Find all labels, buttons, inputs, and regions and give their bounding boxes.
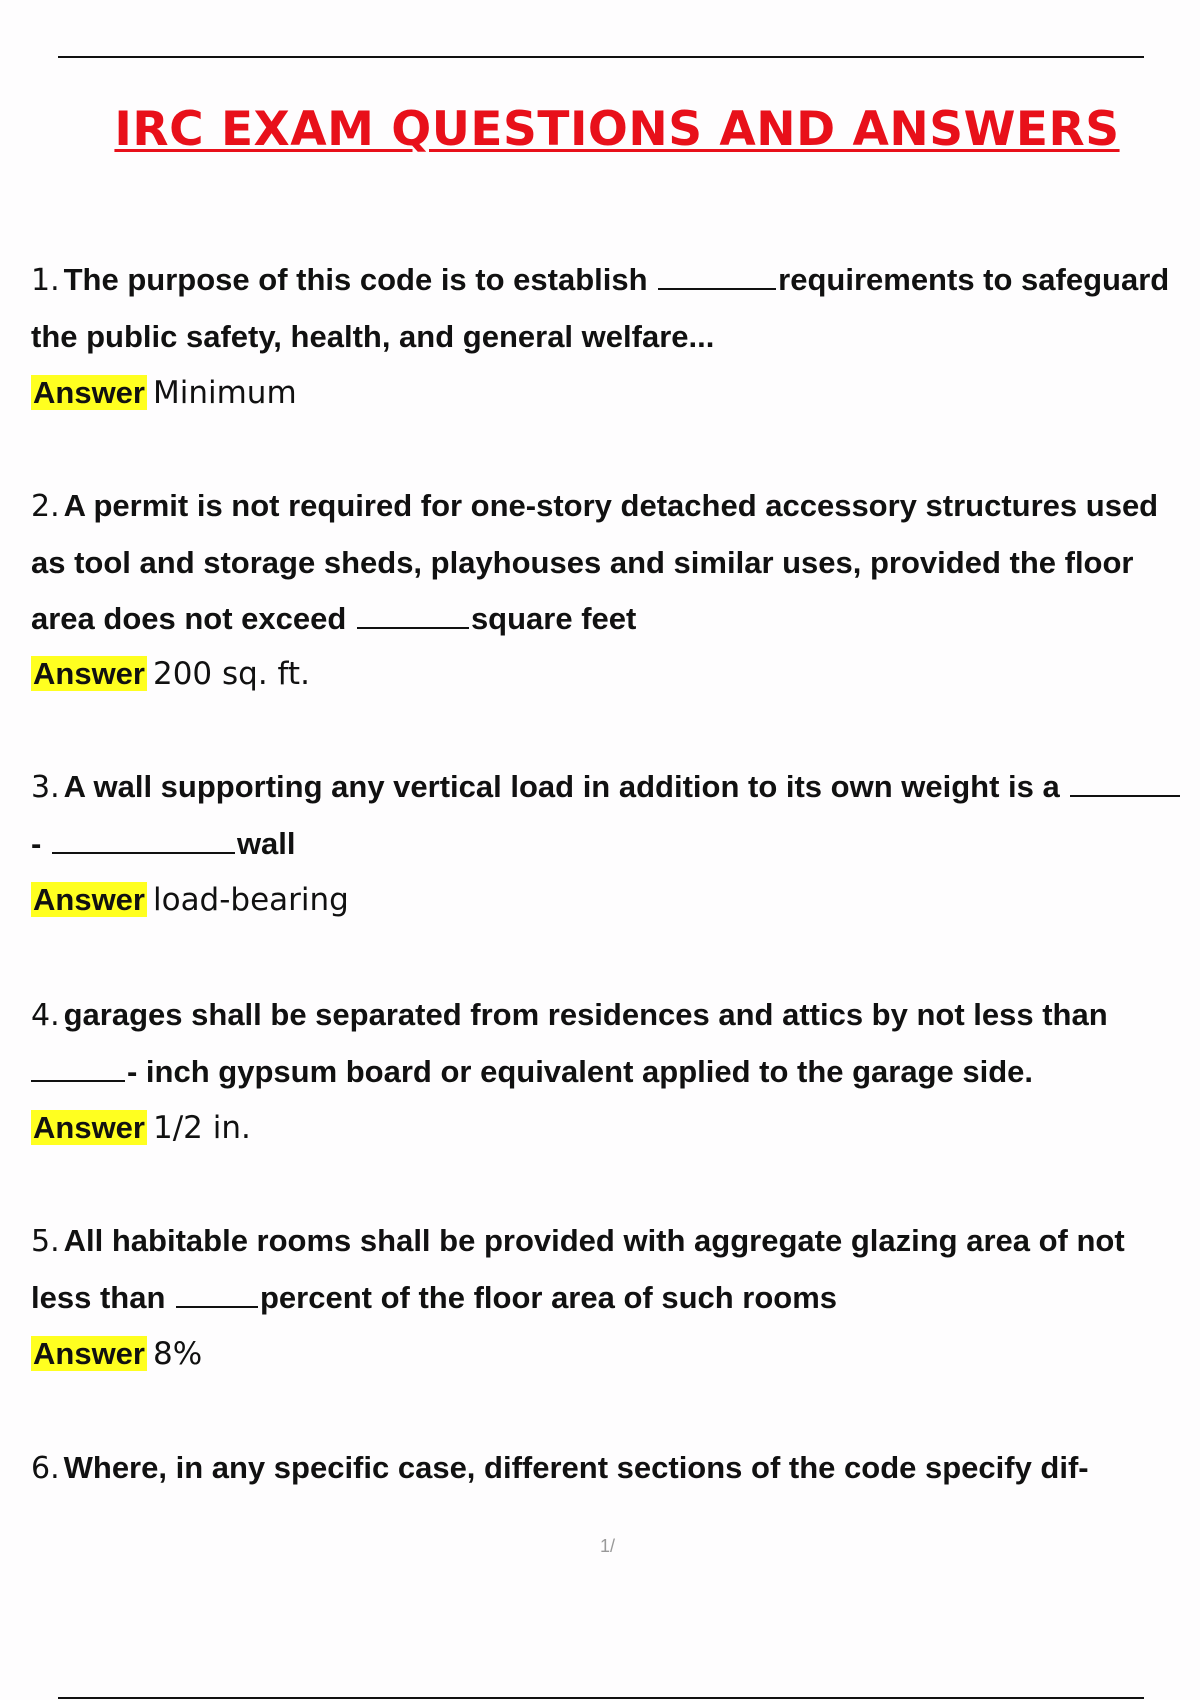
question-1 xyxy=(31,252,1200,365)
question-6 xyxy=(31,1440,1200,1497)
question-text: All habitable rooms shall be provided with aggregate glazing area of not xyxy=(63,1223,1125,1258)
answer-text: 8% xyxy=(152,1336,203,1372)
answer-text: 1/2 in. xyxy=(152,1110,251,1146)
blank-line xyxy=(658,262,776,290)
question-text: percent of the floor area of such rooms xyxy=(260,1280,838,1315)
answer-label: Answer xyxy=(33,1336,145,1371)
question-text: - xyxy=(31,826,50,861)
question-text: requirements to safeguard xyxy=(778,262,1170,297)
blank-line xyxy=(31,1054,125,1082)
question-text: area does not exceed xyxy=(31,601,355,636)
question-text: the public safety, health, and general welfare... xyxy=(31,319,715,354)
answer-label: Answer xyxy=(33,375,145,410)
blank-line xyxy=(52,826,235,854)
question-text: A permit is not required for one-story detached accessory structures used xyxy=(63,488,1159,523)
question-text: less than xyxy=(31,1280,174,1315)
answer-2 xyxy=(31,654,310,694)
question-text: Where, in any specific case, different sections of the code specify dif- xyxy=(63,1450,1089,1485)
question-number: 5. xyxy=(31,1224,60,1259)
answer-1 xyxy=(31,373,297,413)
question-number: 3. xyxy=(31,770,60,805)
question-3 xyxy=(31,759,1200,872)
question-text: square feet xyxy=(470,601,637,636)
question-text: - inch gypsum board or equivalent applied to the garage side. xyxy=(127,1054,1034,1089)
bottom-rule xyxy=(58,1697,1144,1699)
top-rule xyxy=(58,56,1144,58)
question-2 xyxy=(31,478,1200,647)
question-text: The purpose of this code is to establish xyxy=(63,262,657,297)
question-number: 2. xyxy=(31,489,60,524)
page-title: IRC EXAM QUESTIONS AND ANSWERS xyxy=(114,102,1120,157)
answer-text: Minimum xyxy=(152,375,297,411)
answer-text: load-bearing xyxy=(152,882,349,918)
question-number: 1. xyxy=(31,263,60,298)
answer-4 xyxy=(31,1108,251,1148)
question-text: as tool and storage sheds, playhouses and similar uses, provided the floor xyxy=(31,545,1134,580)
page-number: 1/ xyxy=(600,1536,616,1556)
blank-line xyxy=(357,601,469,629)
answer-text: 200 sq. ft. xyxy=(152,656,310,692)
question-text: garages shall be separated from residences and attics by not less than xyxy=(63,997,1108,1032)
answer-5 xyxy=(31,1334,202,1374)
question-number: 6. xyxy=(31,1451,60,1486)
question-text: wall xyxy=(236,826,296,861)
answer-label: Answer xyxy=(33,656,145,691)
answer-3 xyxy=(31,880,349,920)
answer-label: Answer xyxy=(33,882,145,917)
blank-line xyxy=(176,1280,258,1308)
question-5 xyxy=(31,1213,1200,1326)
question-number: 4. xyxy=(31,998,60,1033)
question-text: A wall supporting any vertical load in addition to its own weight is a xyxy=(63,769,1069,804)
answer-label: Answer xyxy=(33,1110,145,1145)
blank-line xyxy=(1070,769,1180,797)
question-4 xyxy=(31,987,1200,1100)
